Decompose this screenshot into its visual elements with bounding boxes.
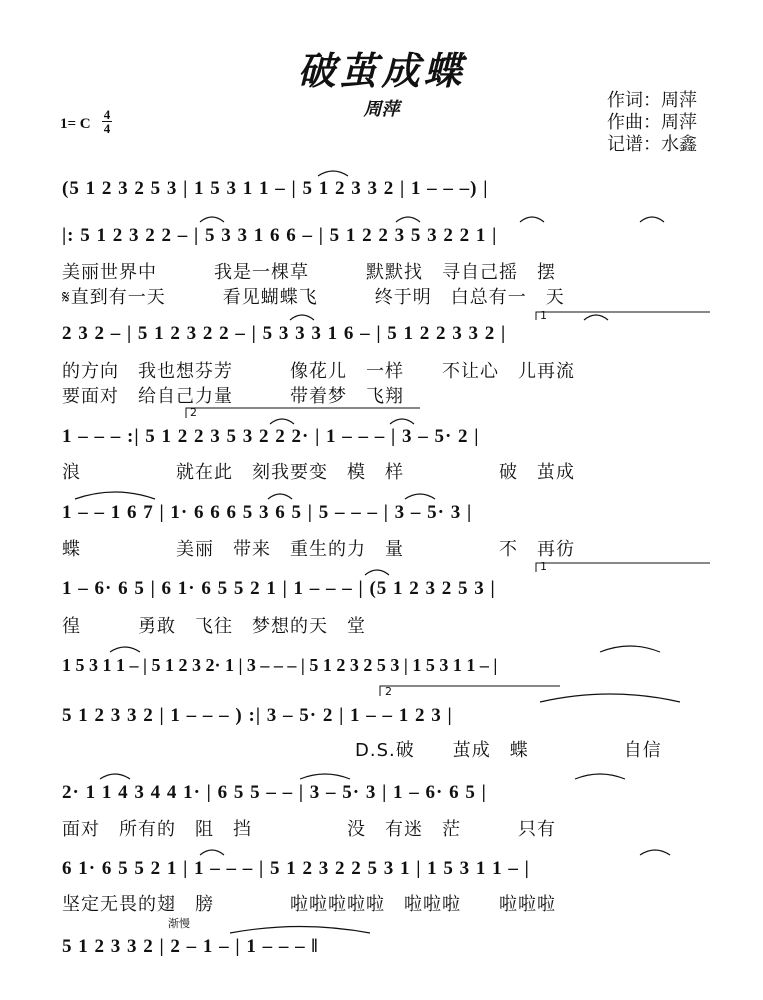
tie-arc [640,850,670,855]
volta-2b-label: 2 [385,685,392,698]
key-signature: 1= C [60,116,91,132]
tie-arc [365,570,389,575]
notation-line-8: 5 1 2 3 3 2 | 1 – – – ) :| 3 – 5· 2 | 1 – – 1 2 3 | [62,705,453,726]
notation-line-5: 1 – – 1 6 7 | 1· 6 6 6 5 3 6 5 | 5 – – – | 3 – 5· 3 | [62,502,473,523]
tie-arc [396,217,420,222]
tie-arc [584,315,608,320]
ritardando-mark: 渐慢 [168,917,190,930]
volta-1b-label: 1 [540,560,547,573]
composer-credit: 作曲：周萍 [607,112,697,133]
notation-line-4: 1 – – – :| 5 1 2 2 3 5 3 2 2 2· | 1 – – – | 3 – 5· 2 | [62,426,480,447]
lyric-line-4: 要面对 给自己力量 带着梦 飞翔 [62,386,404,407]
tie-arc [600,646,660,652]
tie-arc [640,217,664,222]
tie-arc [100,774,130,779]
tie-arc [110,647,140,652]
volta-bracket-3 [536,563,710,572]
meter-top: 4 [103,107,111,122]
lyric-line-2: 𝄋直到有一天 看见蝴蝶飞 终于明 白总有一 天 [62,287,565,308]
transcriber-credit: 记谱：水鑫 [607,134,697,155]
slur-arc [75,492,155,499]
volta-bracket-1 [536,312,710,320]
lyric-line-8: D.S.破 茧成 蝶 自信 [355,740,662,761]
lyricist-credit: 作词：周萍 [607,90,697,111]
song-title: 破茧成蝶 [297,49,466,93]
meter-bottom: 4 [103,121,111,136]
lyric-line-6: 蝶 美丽 带来 重生的力 量 不 再彷 [62,539,575,560]
notation-line-9: 2· 1 1 4 3 4 4 1· | 6 5 5 – – | 3 – 5· 3 | 1 – 6· 6 5 | [62,782,487,803]
volta-bracket-2 [186,408,420,418]
volta-1-label: 1 [540,309,547,322]
tie-arc [575,774,625,779]
tie-arc [270,419,294,424]
time-signature [102,108,112,135]
tie-arc [318,171,348,176]
notation-line-7: 1 5 3 1 1 – | 5 1 2 3 2· 1 | 3 – – – | 5 1 2 3 2 5 3 | 1 5 3 1 1 – | [62,655,498,675]
tie-arc [268,494,292,499]
lyric-line-7: 徨 勇敢 飞往 梦想的天 堂 [62,616,366,637]
tie-arc [520,217,544,222]
lyric-line-10: 坚定无畏的翅 膀 啦啦啦啦啦 啦啦啦 啦啦啦 [62,894,556,915]
tie-arc [200,850,224,855]
volta-bracket-4 [380,686,560,696]
volta-2-label: 2 [190,406,197,419]
notation-line-2: |: 5 1 2 3 2 2 – | 5 3 3 1 6 6 – | 5 1 2 2 3 5 3 2 2 1 | [62,225,498,246]
tie-arc [200,217,224,222]
credits [607,90,697,156]
lyric-line-9: 面对 所有的 阻 挡 没 有迷 茫 只有 [62,819,556,840]
tie-arc [290,315,314,320]
tie-arc [300,774,350,779]
notation-line-11: 5 1 2 3 3 2 | 2 – 1 – | 1 – – – ‖ [62,936,319,957]
notation-line-10: 6 1· 6 5 5 2 1 | 1 – – – | 5 1 2 3 2 2 5 3 1 | 1 5 3 1 1 – | [62,858,530,879]
notation-line-3: 2 3 2 – | 5 1 2 3 2 2 – | 5 3 3 3 1 6 – | 5 1 2 2 3 3 2 | [62,323,507,344]
tie-arc [390,419,414,424]
lyric-line-5: 浪 就在此 刻我要变 模 样 破 茧成 [62,462,575,483]
slur-arc [230,927,370,934]
notation-line-6: 1 – 6· 6 5 | 6 1· 6 5 5 2 1 | 1 – – – | (5 1 2 3 2 5 3 | [62,578,496,599]
tie-arc [405,494,435,499]
song-subtitle: 周萍 [363,99,400,120]
notation-line-1: (5 1 2 3 2 5 3 | 1 5 3 1 1 – | 5 1 2 3 3 2 | 1 – – –) | [62,178,489,199]
slur-arc [540,694,680,702]
lyric-line-3: 的方向 我也想芬芳 像花儿 一样 不让心 儿再流 [62,361,575,382]
lyric-line-1: 美丽世界中 我是一棵草 默默找 寻自己摇 摆 [62,262,556,283]
